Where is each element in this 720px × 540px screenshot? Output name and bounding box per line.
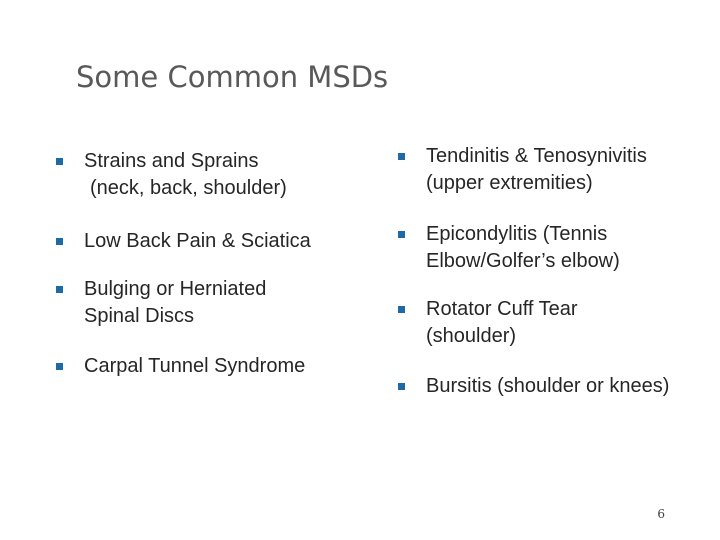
bullet-item (56, 276, 314, 330)
page-number: 6 (657, 507, 665, 521)
bullet-item (398, 373, 676, 400)
square-bullet-icon (56, 286, 63, 293)
bullet-item (56, 353, 376, 380)
bullet-item (398, 143, 656, 197)
square-bullet-icon (398, 153, 405, 160)
slide-title: Some Common MSDs (76, 60, 389, 94)
bullet-text: Rotator Cuff Tear (shoulder) (426, 298, 578, 347)
square-bullet-icon (398, 306, 405, 313)
bullet-item (398, 296, 646, 350)
square-bullet-icon (56, 363, 63, 370)
bullet-text: Tendinitis & Tenosynivitis (upper extremities) (426, 145, 647, 194)
bullet-subtext: (neck, back, shoulder) (90, 177, 287, 199)
square-bullet-icon (56, 158, 63, 165)
left-bullet-list (56, 148, 376, 380)
bullet-text: Epicondylitis (Tennis Elbow/Golfer’s elbow) (426, 223, 620, 272)
square-bullet-icon (56, 238, 63, 245)
bullet-item (398, 221, 686, 275)
bullet-text: Low Back Pain & Sciatica (84, 230, 311, 252)
bullet-text: Bursitis (shoulder or knees) (426, 375, 670, 397)
bullet-item (56, 228, 376, 255)
bullet-text: Carpal Tunnel Syndrome (84, 355, 306, 377)
bullet-text: Bulging or Herniated Spinal Discs (84, 278, 267, 327)
right-bullet-list (398, 143, 698, 400)
bullet-text: Strains and Sprains (84, 150, 259, 172)
square-bullet-icon (398, 231, 405, 238)
bullet-item (56, 148, 376, 202)
square-bullet-icon (398, 383, 405, 390)
